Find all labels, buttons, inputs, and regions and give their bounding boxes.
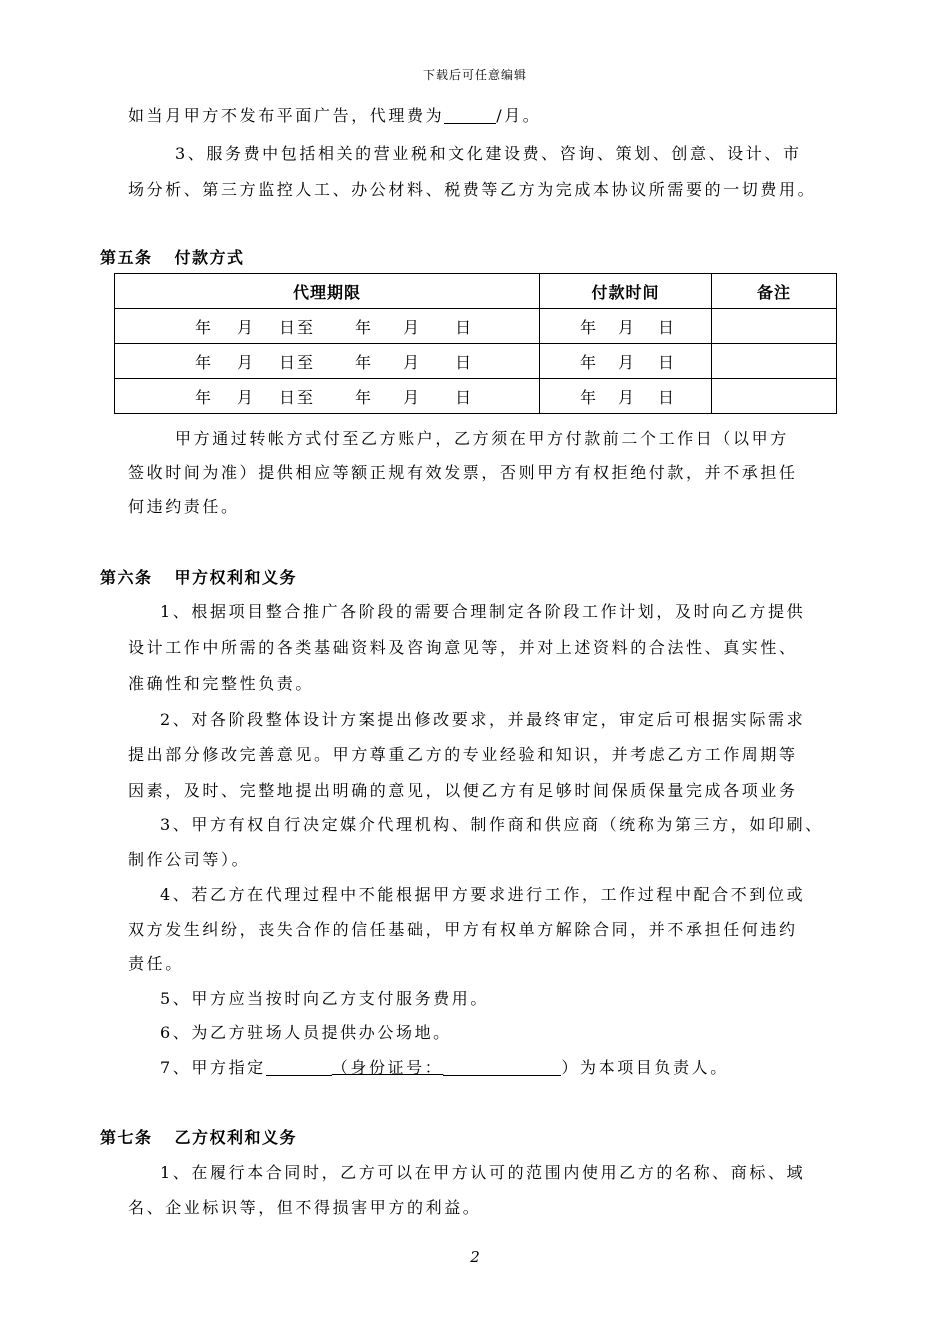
date-part: 月 bbox=[618, 387, 637, 407]
date-part: 日至 bbox=[279, 317, 316, 337]
header-note: 备注 bbox=[712, 274, 837, 309]
table-row bbox=[115, 379, 837, 414]
date-part: 月 bbox=[237, 352, 256, 372]
date-part: 年 bbox=[195, 352, 214, 372]
table-row bbox=[115, 344, 837, 379]
period-cell bbox=[115, 379, 540, 414]
note-cell bbox=[712, 309, 837, 344]
article-6-heading bbox=[100, 568, 297, 588]
fill-blank bbox=[266, 1059, 332, 1076]
date-part: 月 bbox=[403, 352, 422, 372]
date-part: 年 bbox=[355, 387, 374, 407]
date-part: 年 bbox=[195, 317, 214, 337]
text-segment: 7、甲方指定 bbox=[160, 1058, 266, 1077]
date-part: 日 bbox=[658, 317, 677, 337]
paragraph-line: 5、甲方应当按时向乙方支付服务费用。 bbox=[160, 989, 489, 1008]
paragraph-line: 责任。 bbox=[128, 954, 184, 973]
paragraph-line: 1、根据项目整合推广各阶段的需要合理制定各阶段工作计划，及时向乙方提供 bbox=[160, 602, 806, 621]
date-part: 年 bbox=[195, 387, 214, 407]
paragraph-line: 名、企业标识等，但不得损害甲方的利益。 bbox=[128, 1198, 482, 1217]
pay-time-cell bbox=[540, 309, 712, 344]
date-part: 月 bbox=[618, 352, 637, 372]
paragraph-line: 双方发生纠纷，丧失合作的信任基础，甲方有权单方解除合同，并不承担任何违约 bbox=[128, 920, 798, 939]
date-part: 日 bbox=[455, 387, 474, 407]
paragraph-line: 因素，及时、完整地提出明确的意见，以便乙方有足够时间保质保量完成各项业务 bbox=[128, 781, 798, 800]
paragraph-line: 提出部分修改完善意见。甲方尊重乙方的专业经验和知识，并考虑乙方工作周期等 bbox=[128, 745, 798, 764]
payment-table bbox=[114, 273, 837, 414]
page-number: 2 bbox=[470, 1248, 480, 1266]
period-cell bbox=[115, 309, 540, 344]
note-cell bbox=[712, 379, 837, 414]
article-title: 乙方权利和义务 bbox=[174, 1128, 298, 1147]
text-segment: （身份证号： bbox=[331, 1058, 444, 1077]
paragraph-line: 2、对各阶段整体设计方案提出修改要求，并最终审定，审定后可根据实际需求 bbox=[160, 710, 806, 729]
article-title: 甲方权利和义务 bbox=[174, 568, 298, 587]
date-part: 日至 bbox=[279, 387, 316, 407]
article-number: 第六条 bbox=[100, 568, 153, 587]
fill-blank bbox=[443, 1059, 561, 1076]
paragraph-line: 场分析、第三方监控人工、办公材料、税费等乙方为完成本协议所需要的一切费用。 bbox=[128, 180, 817, 199]
pay-time-cell bbox=[540, 379, 712, 414]
paragraph-line bbox=[160, 1058, 729, 1078]
paragraph-line: 甲方通过转帐方式付至乙方账户，乙方须在甲方付款前二个工作日（以甲方 bbox=[175, 429, 789, 448]
article-number: 第五条 bbox=[100, 248, 153, 267]
text-segment: ）为本项目负责人。 bbox=[561, 1058, 729, 1077]
date-part: 日 bbox=[455, 317, 474, 337]
table-row bbox=[115, 309, 837, 344]
article-7-heading bbox=[100, 1128, 297, 1148]
paragraph-line: 4、若乙方在代理过程中不能根据甲方要求进行工作，工作过程中配合不到位或 bbox=[160, 885, 806, 904]
table-header-row bbox=[115, 274, 837, 309]
note-cell bbox=[712, 344, 837, 379]
paragraph-line: 签收时间为准）提供相应等额正规有效发票，否则甲方有权拒绝付款，并不承担任 bbox=[128, 463, 798, 482]
article-title: 付款方式 bbox=[174, 248, 245, 267]
text-segment: /月。 bbox=[496, 106, 542, 125]
paragraph-line: 何违约责任。 bbox=[128, 497, 240, 516]
period-cell bbox=[115, 344, 540, 379]
paragraph-line: 6、为乙方驻场人员提供办公场地。 bbox=[160, 1023, 452, 1042]
date-part: 日 bbox=[658, 387, 677, 407]
text-segment: 如当月甲方不发布平面广告，代理费为 bbox=[128, 106, 445, 125]
date-part: 年 bbox=[355, 317, 374, 337]
date-part: 年 bbox=[580, 317, 599, 337]
date-part: 月 bbox=[403, 317, 422, 337]
article-5-heading bbox=[100, 248, 245, 268]
date-part: 日至 bbox=[279, 352, 316, 372]
paragraph-line bbox=[128, 106, 541, 126]
paragraph-line: 1、在履行本合同时，乙方可以在甲方认可的范围内使用乙方的名称、商标、域 bbox=[160, 1163, 806, 1182]
date-part: 月 bbox=[403, 387, 422, 407]
paragraph-line: 设计工作中所需的各类基础资料及咨询意见等，并对上述资料的合法性、真实性、 bbox=[128, 638, 798, 657]
paragraph-line: 准确性和完整性负责。 bbox=[128, 674, 315, 693]
pay-time-cell bbox=[540, 344, 712, 379]
paragraph-line: 3、服务费中包括相关的营业税和文化建设费、咨询、策划、创意、设计、市 bbox=[175, 144, 802, 163]
date-part: 日 bbox=[455, 352, 474, 372]
page-header: 下载后可任意编辑 bbox=[422, 68, 527, 82]
article-number: 第七条 bbox=[100, 1128, 153, 1147]
date-part: 年 bbox=[580, 387, 599, 407]
paragraph-line: 3、甲方有权自行决定媒介代理机构、制作商和供应商（统称为第三方，如印刷、 bbox=[160, 815, 824, 834]
date-part: 年 bbox=[355, 352, 374, 372]
fill-blank bbox=[444, 107, 496, 124]
date-part: 年 bbox=[580, 352, 599, 372]
date-part: 月 bbox=[618, 317, 637, 337]
date-part: 月 bbox=[237, 387, 256, 407]
header-period: 代理期限 bbox=[115, 274, 540, 309]
date-part: 月 bbox=[237, 317, 256, 337]
header-pay-time: 付款时间 bbox=[540, 274, 712, 309]
date-part: 日 bbox=[658, 352, 677, 372]
paragraph-line: 制作公司等）。 bbox=[128, 850, 251, 869]
